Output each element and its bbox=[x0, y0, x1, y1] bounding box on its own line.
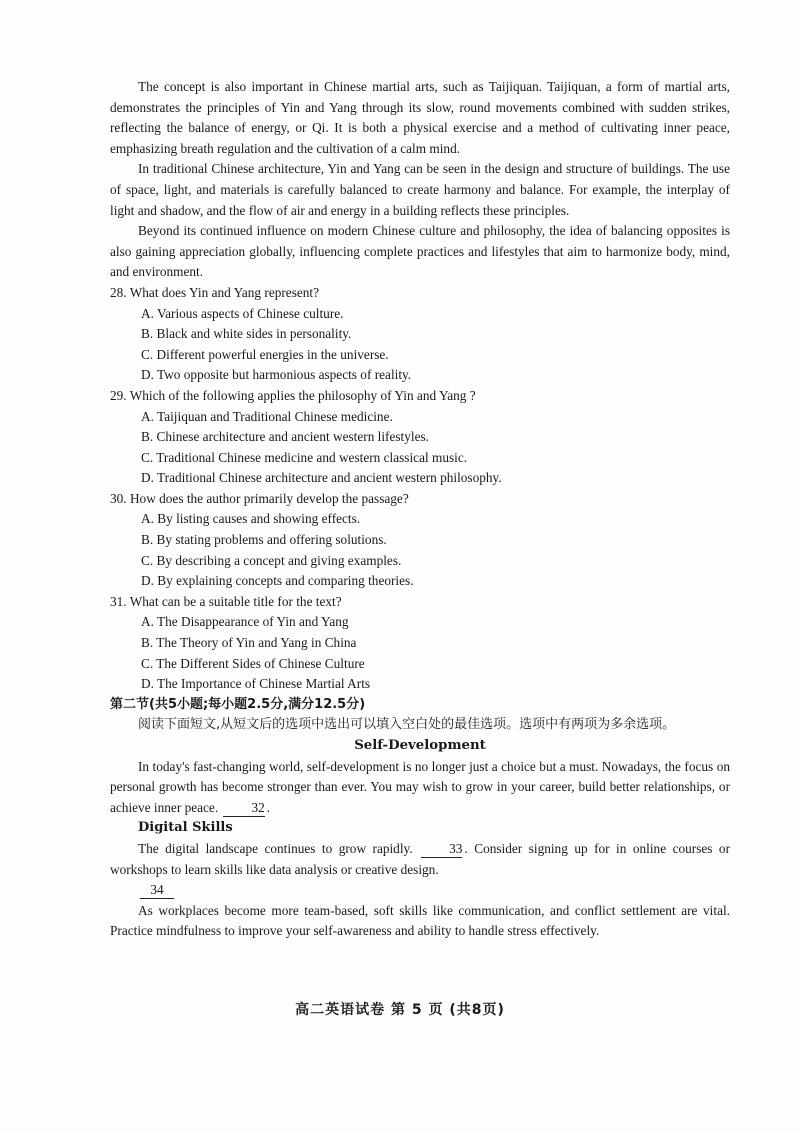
option-c: C. Traditional Chinese medicine and western classical music. bbox=[141, 449, 468, 465]
question-31 bbox=[110, 592, 730, 695]
question-number: 30. bbox=[110, 490, 127, 506]
passage-paragraph-2: In traditional Chinese architecture, Yin and Yang can be seen in the design and structure of buildings. The use of space, light, and materials is carefully balanced to create harmony and balance. For example, the interplay of light and shadow, and the flow of air and energy in a building reflects these principles. bbox=[110, 161, 730, 218]
question-stem: How does the author primarily develop the passage? bbox=[129, 490, 409, 506]
option-d: D. Traditional Chinese architecture and ancient western philosophy. bbox=[141, 470, 502, 486]
question-stem: Which of the following applies the philosophy of Yin and Yang ? bbox=[129, 387, 476, 403]
exam-page bbox=[110, 77, 730, 942]
option-b: B. Black and white sides in personality. bbox=[141, 326, 352, 342]
option-c: C. Different powerful energies in the universe. bbox=[141, 346, 389, 362]
blank-33: 33 bbox=[421, 841, 462, 858]
question-29 bbox=[110, 386, 730, 489]
option-a: A. Various aspects of Chinese culture. bbox=[141, 305, 344, 321]
question-stem: What does Yin and Yang represent? bbox=[129, 284, 320, 300]
option-c: C. By describing a concept and giving examples. bbox=[141, 552, 402, 568]
question-30 bbox=[110, 489, 730, 592]
question-28 bbox=[110, 283, 730, 386]
question-stem: What can be a suitable title for the text? bbox=[129, 593, 342, 609]
option-a: A. By listing causes and showing effects. bbox=[141, 511, 361, 527]
passage-paragraph-3: Beyond its continued influence on modern Chinese culture and philosophy, the idea of balancing opposites is also gaining appreciation globally, influencing complete practices and lifestyles that aim to harmonize body, mind, and environment. bbox=[110, 223, 730, 280]
passage-paragraph-1: The concept is also important in Chinese martial arts, such as Taijiquan. Taijiquan, a form of martial arts, demonstrates the principles of Yin and Yang through its slow, round movements combined with sudden strikes, reflecting the balance of energy, or Qi. It is both a physical exercise and a method of cultivating inner peace, emphasizing breath regulation and the cultivation of a calm mind. bbox=[110, 79, 730, 156]
blank-34: 34 bbox=[140, 882, 174, 899]
option-b: B. The Theory of Yin and Yang in China bbox=[141, 635, 357, 651]
option-b: B. By stating problems and offering solutions. bbox=[141, 532, 387, 548]
option-d: D. The Importance of Chinese Martial Arts bbox=[141, 676, 371, 692]
option-c: C. The Different Sides of Chinese Culture bbox=[141, 655, 365, 671]
cloze-paragraph-2: The digital landscape continues to grow rapidly. 33 . Consider signing up for in online courses or workshops to learn skills like data analysis or creative design. bbox=[110, 840, 731, 877]
subheading-digital-skills: Digital Skills bbox=[138, 820, 233, 836]
question-number: 28. bbox=[110, 284, 127, 300]
passage-title: Self-Development bbox=[354, 738, 486, 753]
cloze-paragraph-3: As workplaces become more team-based, soft skills like communication, and conflict settlement are vital. Practice mindfulness to improve your self-awareness and ability to handle stress effectively. bbox=[110, 902, 730, 939]
section-heading: 第二节(共5小题;每小题2.5分,满分12.5分) bbox=[110, 696, 366, 712]
section-instruction: 阅读下面短文,从短文后的选项中选出可以填入空白处的最佳选项。选项中有两项为多余选项。 bbox=[138, 717, 676, 733]
blank-34-line bbox=[138, 880, 730, 901]
option-b: B. Chinese architecture and ancient western lifestyles. bbox=[141, 429, 429, 445]
option-d: D. By explaining concepts and comparing theories. bbox=[141, 573, 414, 589]
page-footer: 高二英语试卷 第 5 页 (共8页) bbox=[295, 1002, 505, 1018]
cloze-paragraph-1: In today's fast-changing world, self-development is no longer just a choice but a must. Nowadays, the focus on personal growth has become stronger than ever. You may wish to grow in your career, build better relationships, or achieve inner peace. 32 . bbox=[110, 758, 730, 815]
blank-32: 32 bbox=[223, 800, 264, 817]
option-a: A. The Disappearance of Yin and Yang bbox=[141, 614, 349, 630]
option-d: D. Two opposite but harmonious aspects of reality. bbox=[141, 367, 412, 383]
question-number: 29. bbox=[110, 387, 127, 403]
question-number: 31. bbox=[110, 593, 127, 609]
option-a: A. Taijiquan and Traditional Chinese medicine. bbox=[141, 408, 393, 424]
